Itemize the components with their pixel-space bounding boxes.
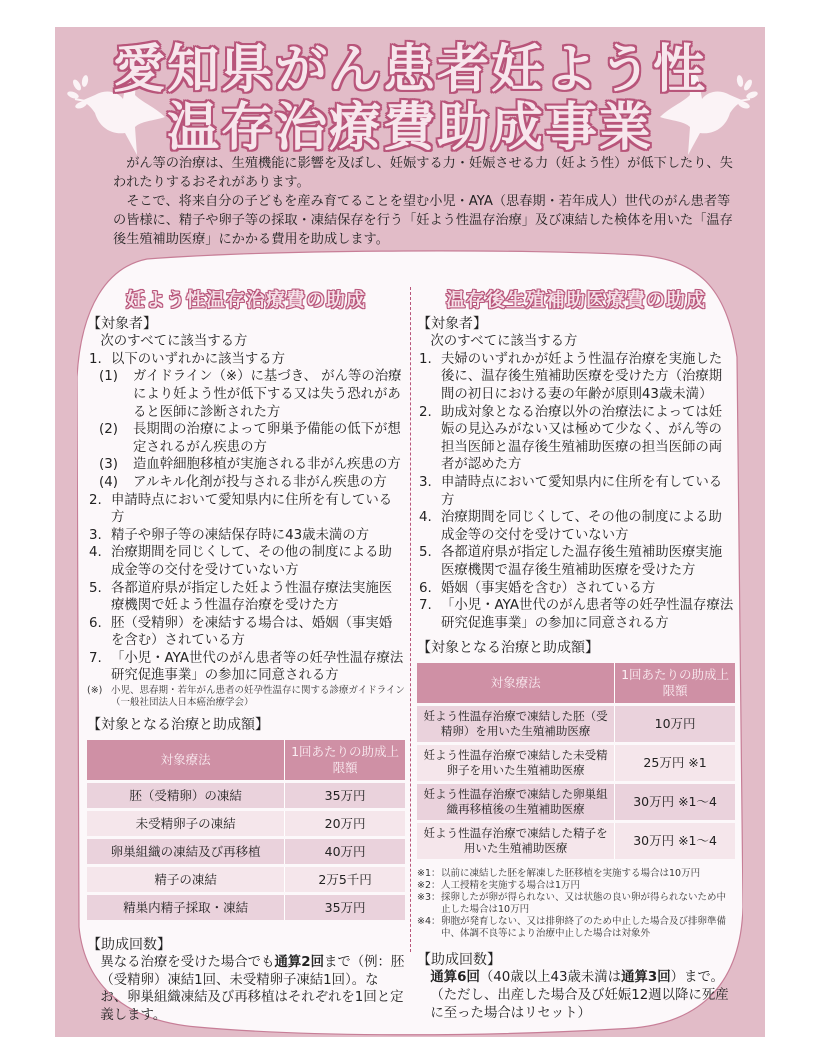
- right-notes: [417, 868, 735, 940]
- left-subitem-4: (4) アルキル化剤が投与される非がん疾患の方: [99, 474, 387, 490]
- left-count-text: 異なる治療を受けた場合でも通算2回まで（例：胚（受精卵）凍結1回、未受精卵子凍結1回）。なお、卵巣組織凍結及び再移植はそれぞれを1回と定義します。: [100, 955, 405, 1024]
- left-column: [87, 289, 405, 1025]
- right-eligibility-header: 【対象者】: [417, 315, 487, 332]
- left-count-header: 【助成回数】: [87, 936, 171, 953]
- left-item-7: 7. 「小児・AYA世代のがん患者等の妊孕性温存療法研究促進事業」の参加に同意される方: [89, 650, 404, 684]
- table-row: 胚（受精卵）の凍結 35万円: [87, 783, 405, 808]
- left-item-2: 2. 申請時点において愛知県内に住所を有している方: [89, 492, 393, 526]
- table-row: 妊よう性温存治療で凍結した未受精卵子を用いた生殖補助医療 25万円 ※1: [417, 745, 735, 781]
- left-table-header: 【対象となる治療と助成額】: [87, 717, 269, 734]
- left-item-6: 6. 胚（受精卵）を凍結する場合は、婚姻（事実婚を含む）されている方: [89, 615, 393, 649]
- note-4: ※4： 卵胞が発育しない、又は排卵終了のため中止した場合及び排卵準備中、体調不良等により治療中止した場合は対象外: [417, 915, 727, 939]
- left-subitem-2: (2) 長期間の治療によって卵巣予備能の低下が想定されるがん疾患の方: [99, 422, 401, 455]
- left-subitem-3: (3) 造血幹細胞移植が実施される非がん疾患の方: [99, 457, 401, 473]
- right-table-header: 【対象となる治療と助成額】: [417, 640, 599, 657]
- right-count-header: 【助成回数】: [417, 951, 501, 968]
- left-table-col-amount: 1回あたりの助成上限額: [284, 740, 405, 780]
- intro-text: [113, 154, 733, 249]
- right-item-1: 1. 夫婦のいずれかが妊よう性温存治療を実施した後に、温存後生殖補助医療を受けた方（治療期間の初日における妻の年齢が原則43歳未満）: [419, 351, 723, 402]
- right-table-col-therapy: 対象療法: [417, 663, 614, 703]
- table-row: 妊よう性温存治療で凍結した卵巣組織再移植後の生殖補助医療 30万円 ※1～4: [417, 784, 735, 820]
- right-item-2: 2. 助成対象となる治療以外の治療法によっては妊娠の見込みがない又は極めて少なく、がん等の担当医師と温存後生殖補助医療の担当医師の両者が認めた方: [419, 404, 723, 473]
- right-column: [417, 289, 735, 1022]
- left-item-3: 3. 精子や卵子等の凍結保存時に43歳未満の方: [89, 527, 370, 543]
- page-title-line2: 温存治療費助成事業: [166, 98, 653, 158]
- table-row: 精巣内精子採取・凍結 35万円: [87, 895, 405, 920]
- left-table-col-therapy: 対象療法: [87, 740, 284, 780]
- right-item-6: 6. 婚姻（事実婚を含む）されている方: [419, 580, 656, 596]
- intro-paragraph-1: がん等の治療は、生殖機能に影響を及ぼし、妊娠する力・妊娠させる力（妊よう性）が低下したり、失われたりするおそれがあります。: [113, 156, 733, 190]
- intro-paragraph-2: そこで、将来自分の子どもを産み育てることを望む小児・AYA（思春期・若年成人）世代のがん患者等の皆様に、精子や卵子等の採取・凍結保存を行う「妊よう性温存治療」及び凍結した検体を用いた「温存後生殖補助医療」にかかる費用を助成します。: [113, 194, 733, 247]
- right-eligibility-lead: 次のすべてに該当する方: [430, 334, 578, 350]
- table-row: 卵巣組織の凍結及び再移植 40万円: [87, 839, 405, 864]
- table-row: 妊よう性温存治療で凍結した胚（受精卵）を用いた生殖補助医療 10万円: [417, 706, 735, 742]
- right-count-note: （ただし、出産した場合及び妊娠12週以降に死産に至った場合はリセット）: [430, 988, 729, 1021]
- right-item-3: 3. 申請時点において愛知県内に住所を有している方: [419, 474, 723, 508]
- left-eligibility-lead: 次のすべてに該当する方: [100, 334, 248, 350]
- left-footnote: (※) 小児、思春期・若年がん患者の妊孕性温存に関する診療ガイドライン（一般社団法人日本癌治療学会）: [87, 685, 405, 709]
- note-2: ※2： 人工授精を実施する場合は1万円: [417, 879, 581, 891]
- left-item-5: 5. 各都道府県が指定した妊よう性温存療法実施医療機関で妊よう性温存治療を受けた方: [89, 580, 393, 614]
- left-item-4: 4. 治療期間を同じくして、その他の制度による助成金等の交付を受けていない方: [89, 545, 392, 578]
- right-item-4: 4. 治療期間を同じくして、その他の制度による助成金等の交付を受けていない方: [419, 510, 722, 543]
- column-divider: [410, 287, 411, 952]
- right-count-text: 通算6回（40歳以上43歳未満は通算3回）まで。: [430, 970, 724, 986]
- left-subsidy-table: [87, 737, 405, 923]
- left-eligibility-header: 【対象者】: [87, 315, 157, 332]
- left-section-title: 妊よう性温存治療費の助成: [125, 289, 366, 311]
- right-item-5: 5. 各都道府県が指定した温存後生殖補助医療実施医療機関で温存後生殖補助医療を受けた方: [419, 545, 723, 578]
- left-item-1: 1. 以下のいずれかに該当する方: [89, 351, 286, 367]
- content-card: [77, 247, 743, 1037]
- note-3: ※3： 採卵したが卵が得られない、又は状態の良い卵が得られないため中止した場合は10万円: [417, 891, 727, 915]
- table-row: 妊よう性温存治療で凍結した精子を用いた生殖補助医療 30万円 ※1～4: [417, 823, 735, 859]
- note-1: ※1： 以前に凍結した胚を解凍した胚移植を実施する場合は10万円: [417, 867, 701, 879]
- table-row: 精子の凍結 2万5千円: [87, 867, 405, 892]
- table-row: 未受精卵子の凍結 20万円: [87, 811, 405, 836]
- right-section-title: 温存後生殖補助医療費の助成: [445, 289, 706, 311]
- right-table-col-amount: 1回あたりの助成上限額: [614, 663, 735, 703]
- left-subitem-1: (1) ガイドライン（※）に基づき、 がん等の治療により妊よう性が低下する又は失う恐れがあると医師に診断された方: [99, 369, 402, 420]
- page-title-line1: 愛知県がん患者妊よう性: [112, 40, 707, 100]
- right-subsidy-table: [417, 660, 735, 862]
- right-item-7: 7. 「小児・AYA世代のがん患者等の妊孕性温存療法研究促進事業」の参加に同意される方: [419, 598, 734, 631]
- poster-panel: [55, 27, 765, 1037]
